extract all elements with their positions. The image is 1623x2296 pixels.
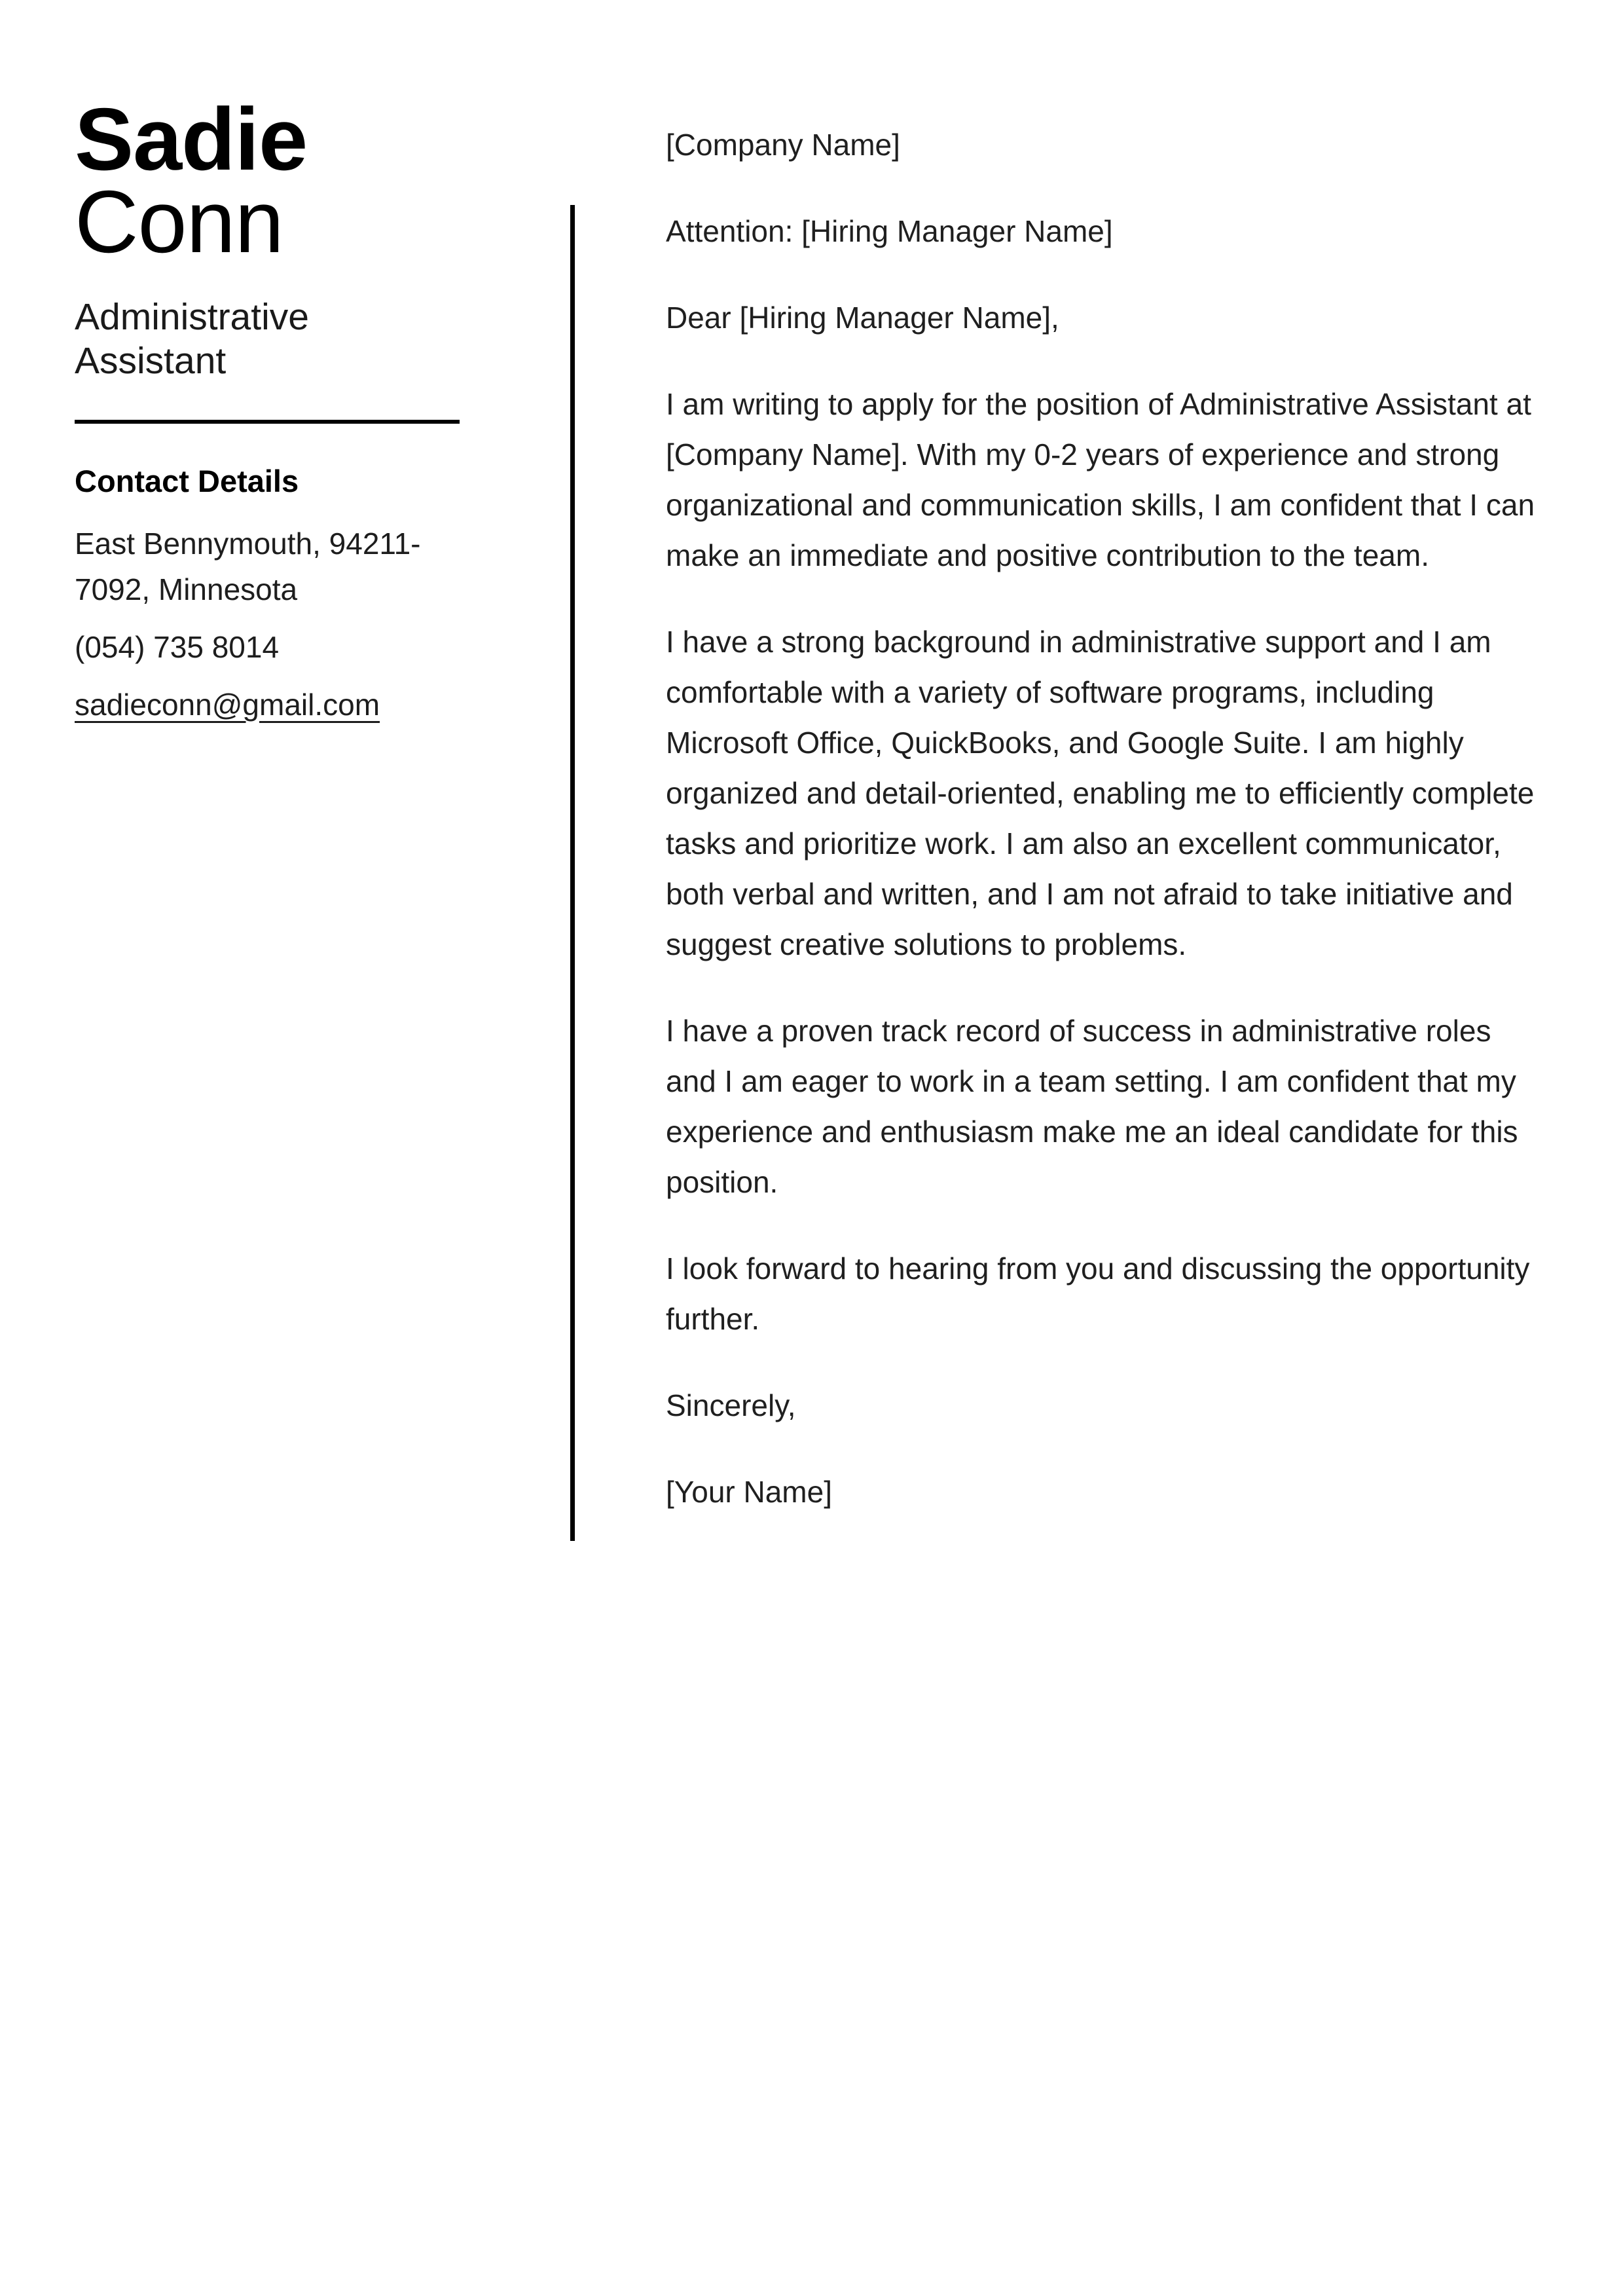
body-paragraph: I have a strong background in administrative support and I am comfortable with a variety of software programs, including Microsoft Office, QuickBooks, and Google Suite. I am highly organized and detail-oriented, enabling me to efficiently complete tasks and prioritize work. I am also an excellent communicator, both verbal and written, and I am not afraid to take initiative and suggest creative solutions to problems. [666,625,1535,961]
contact-list [75,521,460,728]
signoff-line: Sincerely, [666,1388,796,1422]
salutation-line: Dear [Hiring Manager Name], [666,301,1059,335]
recipient-company-line: [Company Name] [666,128,900,162]
vertical-divider [570,205,575,1541]
candidate-last-name: Conn [75,172,283,271]
job-title: Administrative Assistant [75,296,309,382]
contact-email-link[interactable]: sadieconn@gmail.com [75,687,380,722]
cover-letter-body [666,98,1546,1517]
body-paragraph: I have a proven track record of success in administrative roles and I am eager to work in a team setting. I am confident that my experience and enthusiasm make me an ideal candidate for this position. [666,1014,1518,1199]
attention-line: Attention: [Hiring Manager Name] [666,214,1113,248]
contact-phone: (054) 735 8014 [75,629,280,664]
candidate-first-name: Sadie [75,90,308,189]
signature-line: [Your Name] [666,1475,832,1509]
sidebar [75,90,460,739]
sidebar-divider [75,420,460,424]
candidate-name [75,90,460,271]
body-paragraph: I am writing to apply for the position of Administrative Assistant at [Company Name]. With my 0-2 years of experience and strong organizational and communication skills, I am confident that I can make an immediate and positive contribution to the team. [666,387,1535,572]
contact-details-heading: Contact Details [75,463,299,498]
contact-email [75,682,460,728]
body-paragraph: I look forward to hearing from you and discussing the opportunity further. [666,1251,1530,1336]
contact-address: East Bennymouth, 94211-7092, Minnesota [75,526,421,606]
